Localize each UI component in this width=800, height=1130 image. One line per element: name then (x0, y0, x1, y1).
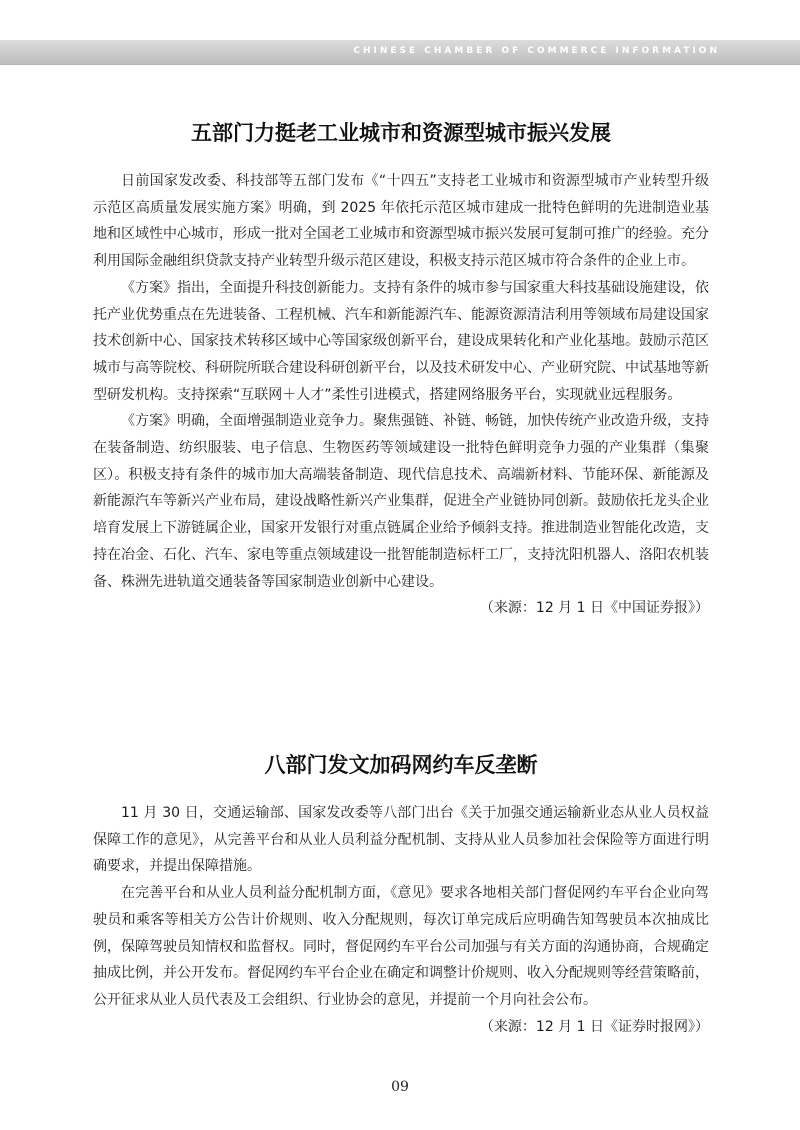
article-paragraph: 《方案》指出，全面提升科技创新能力。支持有条件的城市参与国家重大科技基础设施建设，依托产业优势重点在先进装备、工程机械、汽车和新能源汽车、能源资源清洁利用等领域布局建设国家技术创新中心、国家技术转移区域中心等国家级创新平台，建设成果转化和产业化基地。鼓励示范区城市与高等院校、科研院所联合建设科研创新平台，以及技术研发中心、产业研究院、中试基地等新型研发机构。支持探索“互联网＋人才”柔性引进模式，搭建网络服务平台，实现就业远程服务。 (93, 279, 709, 403)
article-paragraph: 11 月 30 日，交通运输部、国家发改委等八部门出台《关于加强交通运输新业态从业人员权益保障工作的意见》，从完善平台和从业人员利益分配机制、支持从业人员参加社会保险等方面进行明确要求，并提出保障措施。 (93, 805, 709, 875)
article-source: （来源：12 月 1 日《证券时报网》） (479, 1018, 709, 1035)
article-source: （来源：12 月 1 日《中国证券报》） (479, 600, 709, 617)
article-paragraph-text: 在完善平台和从业人员利益分配机制方面，《意见》要求各地相关部门督促网约车平台企业向驾驶员和乘客等相关方公告计价规则、收入分配规则，每次订单完成后应明确告知驾驶员本次抽成比例，保障驾驶员知情权和监督权。同时，督促网约车平台公司加强与有关方面的沟通协商，合规确定抽成比例，并公开发布。督促网约车平台企业在确定和调整计价规则、收入分配规则等经营策略前，公开征求从业人员代表及工会组织、行业协会的意见，并提前一个月向社会公布。 (93, 885, 709, 1008)
article-paragraph: 日前国家发改委、科技部等五部门发布《“十四五”支持老工业城市和资源型城市产业转型升级示范区高质量发展实施方案》明确，到 2025 年依托示范区城市建成一批特色鲜明的先进制造业基地和区域性中心城市，形成一批对全国老工业城市和资源型城市振兴发展可复制可推广的经验。充分利用国际金融组织贷款支持产业转型升级示范区建设，积极支持示范区城市符合条件的企业上市。 (93, 173, 709, 270)
article-title: 八部门发文加码网约车反垄断 (264, 753, 538, 777)
article-paragraph-text: 《方案》明确，全面增强制造业竞争力。聚焦强链、补链、畅链，加快传统产业改造升级，支持在装备制造、纺织服装、电子信息、生物医药等领域建设一批特色鲜明竞争力强的产业集群（集聚区）。积极支持有条件的城市加大高端装备制造、现代信息技术、高端新材料、节能环保、新能源及新能源汽车等新兴产业布局，建设战略性新兴产业集群，促进全产业链协同创新。鼓励依托龙头企业培育发展上下游链属企业，国家开发银行对重点链属企业给予倾斜支持。推进制造业智能化改造，支持在冶金、石化、汽车、家电等重点领域建设一批智能制造标杆工厂，支持沈阳机器人、洛阳农机装备、株洲先进轨道交通装备等国家制造业创新中心建设。 (93, 413, 709, 590)
article-title: 五部门力挺老工业城市和资源型城市振兴发展 (191, 121, 611, 145)
header-divider (0, 64, 800, 65)
publication-name: CHINESE CHAMBER OF COMMERCE INFORMATION (353, 46, 720, 56)
article-1 (93, 118, 709, 622)
article-paragraph (93, 880, 709, 1040)
article-paragraph (93, 408, 709, 622)
page-number: 09 (391, 1079, 409, 1095)
article-2 (93, 750, 709, 1040)
